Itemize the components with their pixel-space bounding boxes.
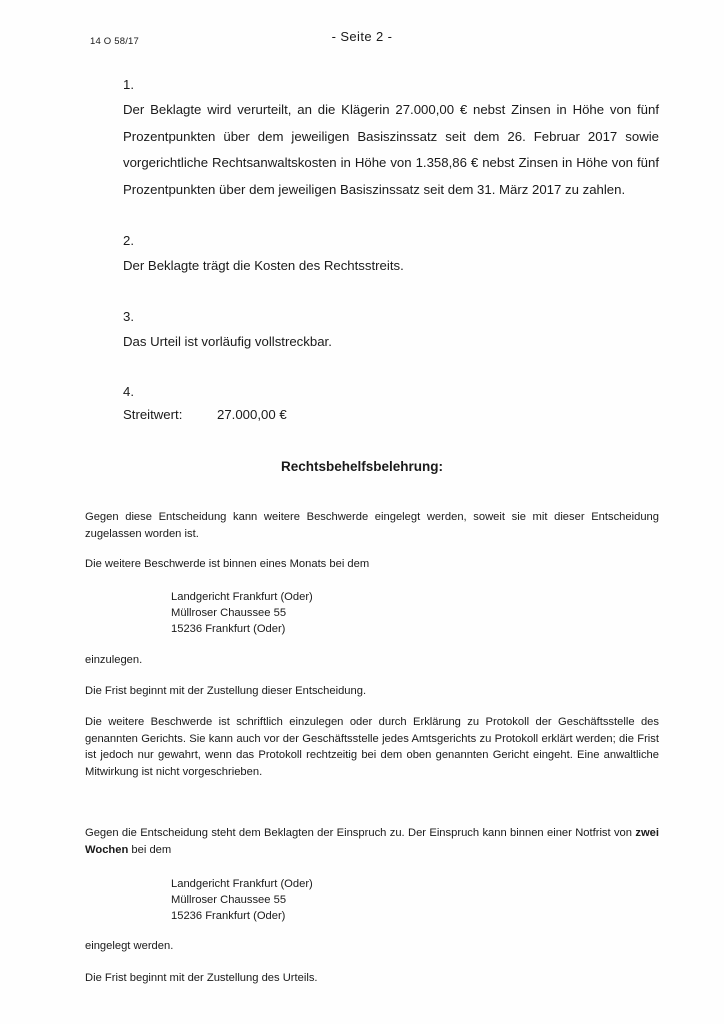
tenor-item-4-number: 4. [123,384,134,399]
court-city: 15236 Frankfurt (Oder) [171,623,286,635]
tenor-item-2-number: 2. [123,233,134,248]
court-street: Müllroser Chaussee 55 [171,894,287,906]
tenor-item-3-number: 3. [123,309,134,324]
paragraph-weitere-beschwerde: Gegen diese Entscheidung kann weitere Beschwerde eingelegt werden, soweit sie mit dieser Entscheidung zugelassen worden ist. [85,511,659,540]
case-number: 14 O 58/17 [90,36,140,47]
notfrist-emphasis: zwei Wochen [85,827,659,856]
paragraph-einspruch [85,825,659,858]
tenor-item-2-text: Der Beklagte trägt die Kosten des Rechtsstreits. [123,258,404,273]
court-street: Müllroser Chaussee 55 [171,607,287,619]
section-heading: Rechtsbehelfsbelehrung: [280,459,444,474]
court-address-1 [171,589,313,637]
paragraph-fristbeginn-entscheidung: Die Frist beginnt mit der Zustellung dieser Entscheidung. [85,685,367,697]
einspruch-text-end: bei dem [128,843,172,856]
paragraph-frist-monat: Die weitere Beschwerde ist binnen eines Monats bei dem [85,558,370,570]
paragraph-form-der-beschwerde: Die weitere Beschwerde ist schriftlich einzulegen oder durch Erklärung zu Protokoll der Geschäftsstelle des genannten Gerichts. Sie kann auch vor der Geschäftsstelle jedes Amtsgerichts zu Protokoll erklärt werden; die Frist ist jedoch nur gewahrt, wenn das Protokoll rechtzeitig bei dem oben genannten Gericht eingeht. Eine anwaltliche Mitwirkung ist nicht vorgeschrieben. [85,716,659,778]
court-name: Landgericht Frankfurt (Oder) [171,591,313,603]
streitwert-label: Streitwert: [123,407,183,422]
court-city: 15236 Frankfurt (Oder) [171,910,286,922]
tenor-item-1-number: 1. [123,77,134,92]
paragraph-einzulegen: einzulegen. [85,654,143,666]
einspruch-text-start: Gegen die Entscheidung steht dem Beklagten der Einspruch zu. Der Einspruch kann binnen einer Notfrist von [85,827,636,839]
paragraph-fristbeginn-urteil: Die Frist beginnt mit der Zustellung des Urteils. [85,972,318,984]
paragraph-eingelegt: eingelegt werden. [85,940,174,952]
court-name: Landgericht Frankfurt (Oder) [171,878,313,890]
tenor-item-3-text: Das Urteil ist vorläufig vollstreckbar. [123,334,332,349]
page-number: - Seite 2 - [331,29,393,44]
streitwert-value: 27.000,00 € [217,407,287,422]
court-address-2 [171,876,313,924]
tenor-item-1-text: Der Beklagte wird verurteilt, an die Klägerin 27.000,00 € nebst Zinsen in Höhe von fünf Prozentpunkten über dem jeweiligen Basiszinssatz seit dem 26. Februar 2017 sowie vorgerichtliche Rechtsanwaltskosten in Höhe von 1.358,86 € nebst Zinsen in Höhe von fünf Prozentpunkten über dem jeweiligen Basiszinssatz seit dem 31. März 2017 zu zahlen. [123,102,659,197]
